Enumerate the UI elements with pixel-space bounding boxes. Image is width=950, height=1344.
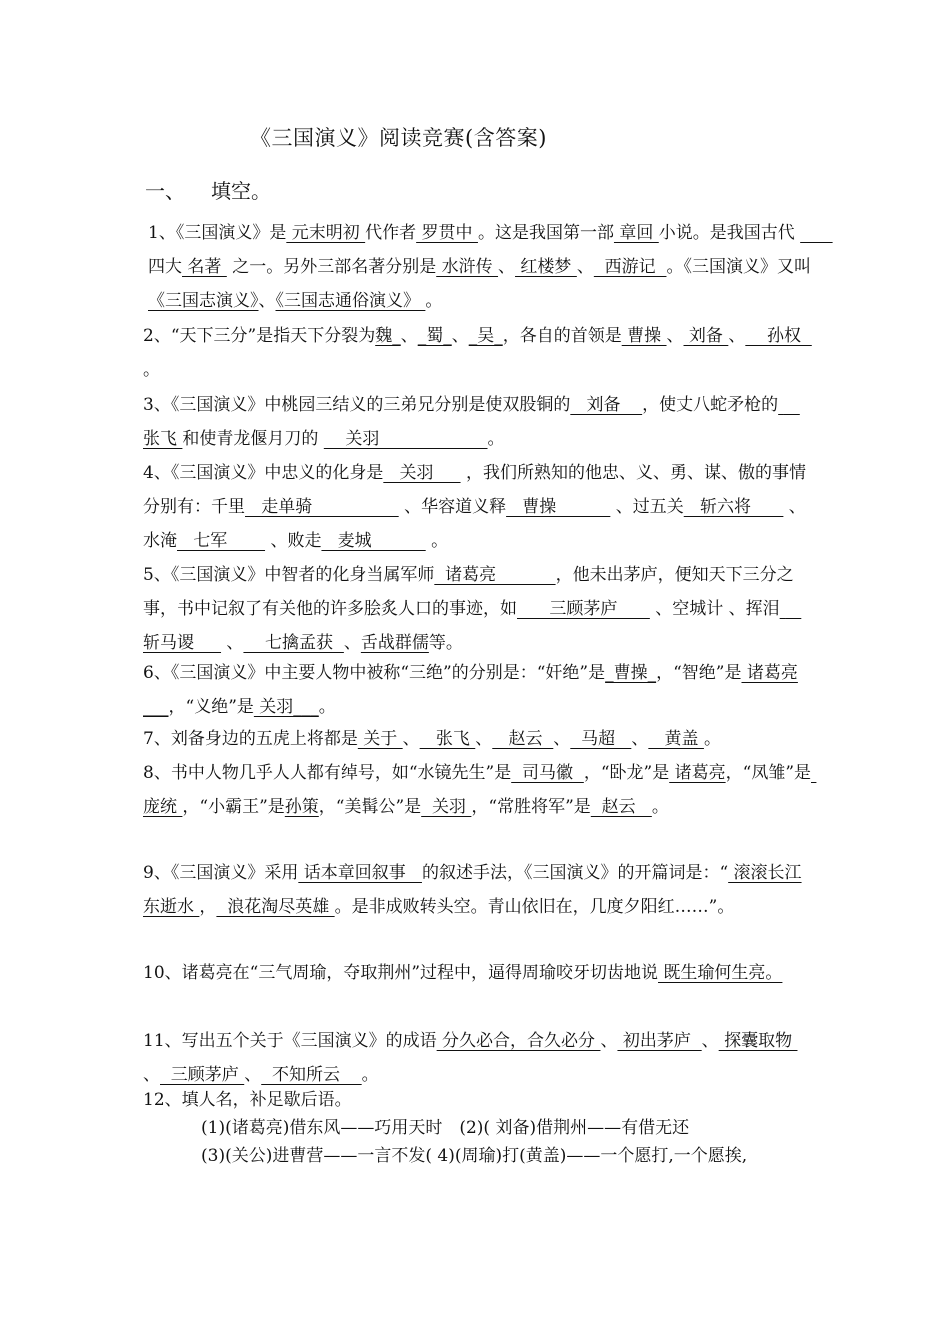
answer-blank: 走单骑: [245, 497, 399, 517]
answer-blank: 马超: [570, 729, 632, 749]
question-text: 、: [221, 633, 244, 653]
answer-blank: 庞统: [143, 763, 817, 817]
answer-blank: 诸葛亮___: [143, 663, 798, 717]
answer-blank: 斩六将: [683, 497, 784, 517]
question-text: 6、《三国演义》中主要人物中被称“三绝”的分别是：“奸绝”是: [143, 663, 606, 683]
question-text: 、: [631, 729, 649, 749]
answer-blank: 《三国志通俗演义》: [275, 291, 426, 311]
question-12: [143, 1086, 813, 1170]
question-text: ，使丈八蛇矛枪的: [642, 395, 779, 415]
answer-blank: 关于: [357, 729, 403, 749]
answer-blank: 滚滚长江东逝水: [143, 863, 802, 917]
answer-blank: 浪花淘尽英雄: [216, 897, 335, 917]
question-text: 、败走: [265, 531, 322, 551]
answer-blank: 关羽: [421, 797, 472, 817]
answer-blank: 元末明初: [286, 223, 366, 243]
question-text: 等。: [428, 633, 463, 653]
answer-blank: 诸葛亮: [434, 565, 556, 585]
answer-blank: 罗贯中: [416, 223, 478, 243]
question-text: 代作者: [365, 223, 417, 243]
answer-blank: 名著: [182, 257, 227, 277]
question-text: 、: [498, 257, 516, 277]
answer-blank: 曹操: [621, 326, 667, 346]
document-title: 《三国演义》阅读竞赛(含答案): [250, 126, 547, 150]
question-text: 、: [451, 326, 469, 346]
question-12-line-2: (3)(关公)进曹营——一言不发( 4)(周瑜)打(黄盖)——一个愿打,一个愿挨,: [201, 1146, 748, 1166]
answer-blank: 话本章回叙事: [298, 863, 422, 883]
question-text: ，“卧龙”是: [583, 763, 670, 783]
question-text: 四大: [148, 257, 182, 277]
question-text: 、: [244, 1065, 262, 1085]
question-text: 和使青龙偃月刀的: [182, 429, 324, 449]
answer-blank: 三顾茅庐: [517, 599, 650, 619]
question-text: 、: [258, 291, 276, 311]
question-12-line-1: (1)(诸葛亮)借东风——巧用天时 (2)( 刘备)借荆州——有借无还: [201, 1118, 690, 1138]
answer-blank: 麦城: [321, 531, 426, 551]
question-text: 1、《三国演义》是: [148, 223, 287, 243]
question-12-head: 12、填人名，补足歇后语。: [143, 1090, 352, 1110]
question-text: 之一。另外三部名著分别是: [226, 257, 437, 277]
question-text: 。: [703, 729, 721, 749]
question-text: 4、《三国演义》中忠义的化身是: [143, 463, 384, 483]
answer-blank: 七擒孟获: [243, 633, 344, 653]
answer-blank: 既生瑜何生亮。: [658, 963, 783, 983]
question-text: ，“义绝”是: [168, 697, 254, 717]
question-text: 、过五关: [610, 497, 684, 517]
answer-blank: 刘备: [683, 326, 729, 346]
question-1: [148, 216, 818, 318]
question-text: 、空城计 、挥泪: [649, 599, 780, 619]
question-text: 3、《三国演义》中桃园三结义的三弟兄分别是使双股铜的: [143, 395, 571, 415]
question-text: 小说。是我国古代: [658, 223, 801, 243]
question-text: ，各自的首领是: [502, 326, 622, 346]
answer-blank: 关羽: [383, 463, 461, 483]
question-text: 。: [425, 531, 449, 551]
question-text: ，“凤雏”是: [725, 763, 812, 783]
question-text: ，他未出茅庐，便知天下三分之事，书中记叙了有关他的许多脍炙人口的事迹，如: [143, 565, 794, 619]
section-label: 填空。: [211, 179, 271, 203]
question-6: [143, 656, 813, 724]
answer-blank: 斩马谡: [143, 599, 802, 653]
question-10: [143, 956, 813, 990]
answer-blank: _吴_: [468, 326, 503, 346]
question-text: 、: [553, 729, 571, 749]
question-text: 、: [143, 1065, 160, 1085]
answer-blank: 孙权: [745, 326, 812, 346]
answer-blank: 刘备: [570, 395, 643, 415]
question-text: 的叙述手法，《三国演义》的开篇词是：“: [421, 863, 729, 883]
question-text: 、: [400, 326, 418, 346]
question-text: ，“小霸王”是: [182, 797, 285, 817]
question-text: ，我们所熟知的他忠、义、勇、谋、傲的事情分别有：千里: [143, 463, 806, 517]
question-text: 5、《三国演义》中智者的化身当属军师: [143, 565, 435, 585]
answer-blank: 舌战群儒: [360, 633, 429, 653]
answer-blank: 黄盖: [648, 729, 704, 749]
question-text: 。《三国演义》又叫: [666, 257, 811, 277]
answer-blank: 西游记: [593, 257, 667, 277]
question-text: 。: [651, 797, 669, 817]
answer-blank: 孙策: [284, 797, 319, 817]
question-text: 。: [143, 360, 160, 380]
question-7: [143, 722, 813, 756]
question-5: [143, 558, 813, 660]
answer-blank: 三顾茅庐: [160, 1065, 245, 1085]
answer-blank: 关羽: [323, 429, 488, 449]
question-text: 。这是我国第一部: [477, 223, 614, 243]
answer-blank: 诸葛亮: [669, 763, 726, 783]
question-text: 、: [728, 326, 746, 346]
section-heading: [145, 175, 271, 204]
question-9: [143, 856, 813, 924]
answer-blank: 探囊取物: [718, 1031, 798, 1051]
question-text: 、: [666, 326, 684, 346]
answer-blank: 初出茅庐: [617, 1031, 702, 1051]
question-text: 、: [600, 1031, 618, 1051]
question-text: 、: [701, 1031, 719, 1051]
answer-blank: 魏_: [375, 326, 401, 346]
answer-blank: 水浒传: [436, 257, 499, 277]
question-text: 。是非成败转头空。青山依旧在，几度夕阳红……”。: [334, 897, 735, 917]
question-text: 、: [576, 257, 594, 277]
question-4: [143, 456, 813, 558]
question-text: 11、写出五个关于《三国演义》的成语: [143, 1031, 437, 1051]
answer-blank: 章回: [613, 223, 659, 243]
question-text: 、华容道义释: [398, 497, 507, 517]
question-8: [143, 756, 817, 824]
question-text: 9、《三国演义》采用: [143, 863, 299, 883]
answer-blank: 不知所云: [261, 1065, 362, 1085]
question-2: [143, 319, 813, 387]
answer-blank: 红楼梦: [515, 257, 577, 277]
question-text: ，“美髯公”是: [318, 797, 422, 817]
section-number: 一、: [145, 179, 185, 203]
answer-blank: 曹操: [506, 497, 611, 517]
answer-blank: 赵云: [590, 797, 652, 817]
answer-blank: 张飞: [419, 729, 476, 749]
question-text: 、: [402, 729, 420, 749]
question-text: 7、刘备身边的五虎上将都是: [143, 729, 358, 749]
question-text: 、水淹: [143, 497, 806, 551]
answer-blank: 《三国志演义》: [148, 291, 259, 311]
question-text: 2、“天下三分”是指天下分裂为: [143, 326, 376, 346]
answer-blank: [800, 223, 832, 243]
question-text: 10、诸葛亮在“三气周瑜，夺取荆州”过程中，逼得周瑜咬牙切齿地说: [143, 963, 659, 983]
question-text: 。: [318, 697, 336, 717]
question-text: 8、书中人物几乎人人都有绰号，如“水镜先生”是: [143, 763, 512, 783]
answer-blank: 赵云: [492, 729, 554, 749]
answer-blank: 七军: [177, 531, 266, 551]
question-text: 。: [487, 429, 505, 449]
question-text: 。: [361, 1065, 379, 1085]
answer-blank: 关羽___: [253, 697, 319, 717]
question-text: 、: [343, 633, 361, 653]
answer-blank: 张飞: [143, 395, 800, 449]
question-3: [143, 388, 813, 456]
question-11: [143, 1024, 813, 1092]
question-text: 。: [425, 291, 443, 311]
answer-blank: _曹操_: [605, 663, 657, 683]
question-text: ，“常胜将军”是: [471, 797, 591, 817]
answer-blank: _蜀_: [417, 326, 452, 346]
question-text: ，“智绝”是: [656, 663, 742, 683]
question-text: ，: [199, 897, 217, 917]
answer-blank: 司马徽: [511, 763, 584, 783]
answer-blank: 分久必合，合久必分: [436, 1031, 601, 1051]
question-text: 、: [475, 729, 493, 749]
